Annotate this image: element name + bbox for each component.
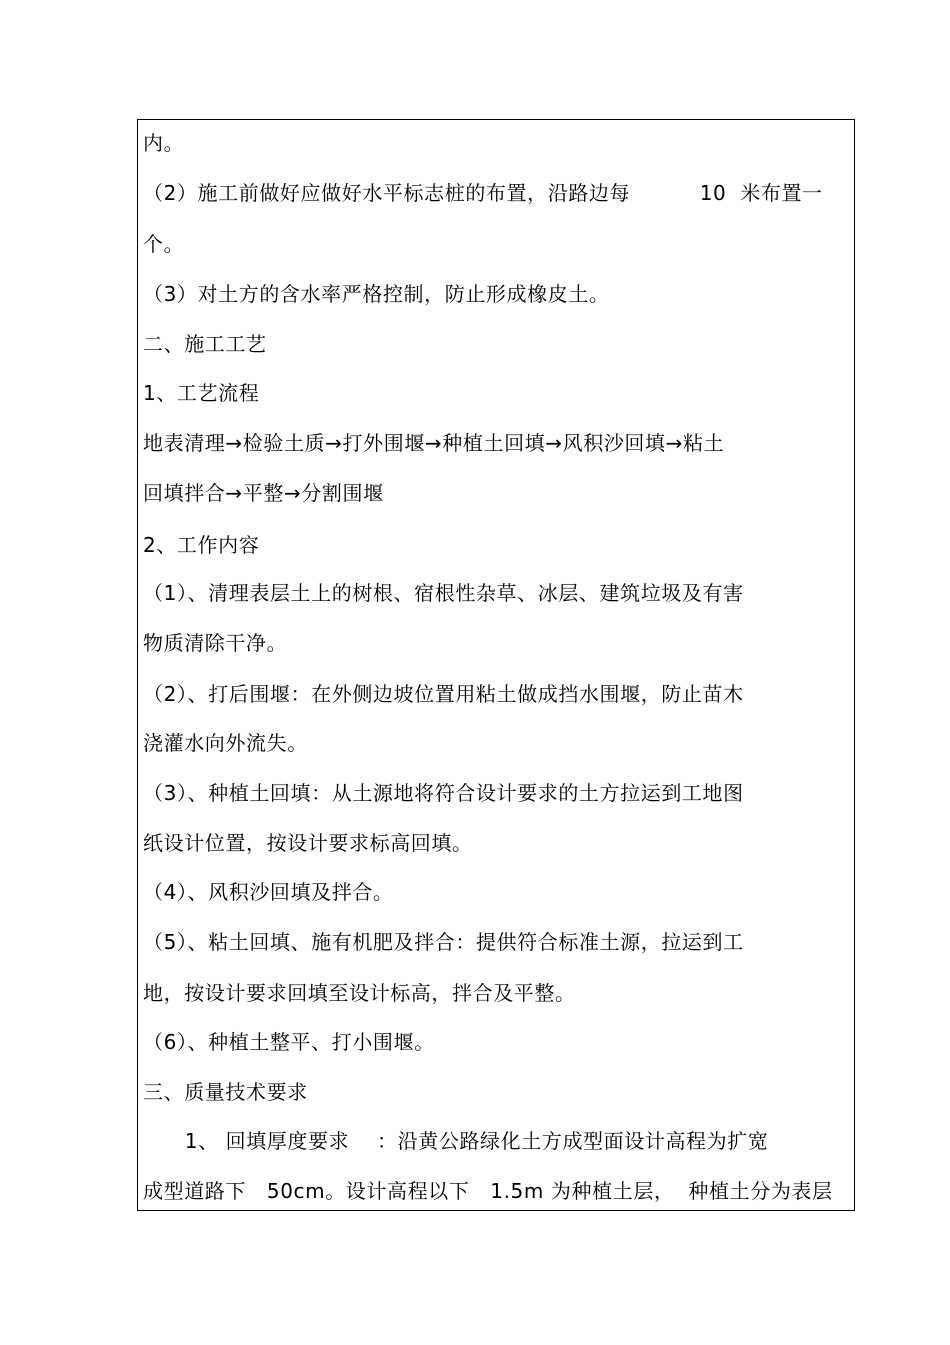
text-line: （4）、风积沙回填及拌合。 [143, 880, 394, 904]
text-line: 物质清除干净。 [143, 631, 288, 655]
text-line: （3）、种植土回填：从土源地将符合设计要求的土方拉运到工地图 [143, 781, 744, 805]
text-line: 纸设计位置，按设计要求标高回填。 [143, 831, 473, 855]
text-line: 回填拌合→平整→分割围堰 [143, 481, 384, 505]
text-line: 成型道路下 50cm。设计高程以下 1.5m 为种植土层， 种植土分为表层 [143, 1179, 833, 1203]
text-line: 浇灌水向外流失。 [143, 731, 308, 755]
text-line: 内。 [143, 131, 185, 155]
text-line: （6）、种植土整平、打小围堰。 [143, 1030, 435, 1054]
text-line: 地表清理→检验土质→打外围堰→种植土回填→风积沙回填→粘土 [143, 431, 725, 455]
section-heading: 三、质量技术要求 [143, 1080, 308, 1104]
text-line: （2）施工前做好应做好水平标志桩的布置，沿路边每 10 米布置一 [143, 181, 823, 205]
text-line: （3）对土方的含水率严格控制，防止形成橡皮土。 [143, 282, 610, 306]
subsection-heading: 2、工作内容 [143, 533, 260, 557]
text-line: 地，按设计要求回填至设计标高，拌合及平整。 [143, 981, 576, 1005]
text-line: 1、 回填厚度要求 ：沿黄公路绿化土方成型面设计高程为扩宽 [143, 1129, 769, 1153]
text-line: （1）、清理表层土上的树根、宿根性杂草、冰层、建筑垃圾及有害 [143, 581, 744, 605]
subsection-heading: 1、工艺流程 [143, 381, 260, 405]
section-heading: 二、施工工艺 [143, 332, 267, 356]
text-line: 个。 [143, 232, 185, 256]
text-line: （2）、打后围堰：在外侧边坡位置用粘土做成挡水围堰，防止苗木 [143, 682, 744, 706]
text-line: （5）、粘土回填、施有机肥及拌合：提供符合标准土源，拉运到工 [143, 930, 744, 954]
